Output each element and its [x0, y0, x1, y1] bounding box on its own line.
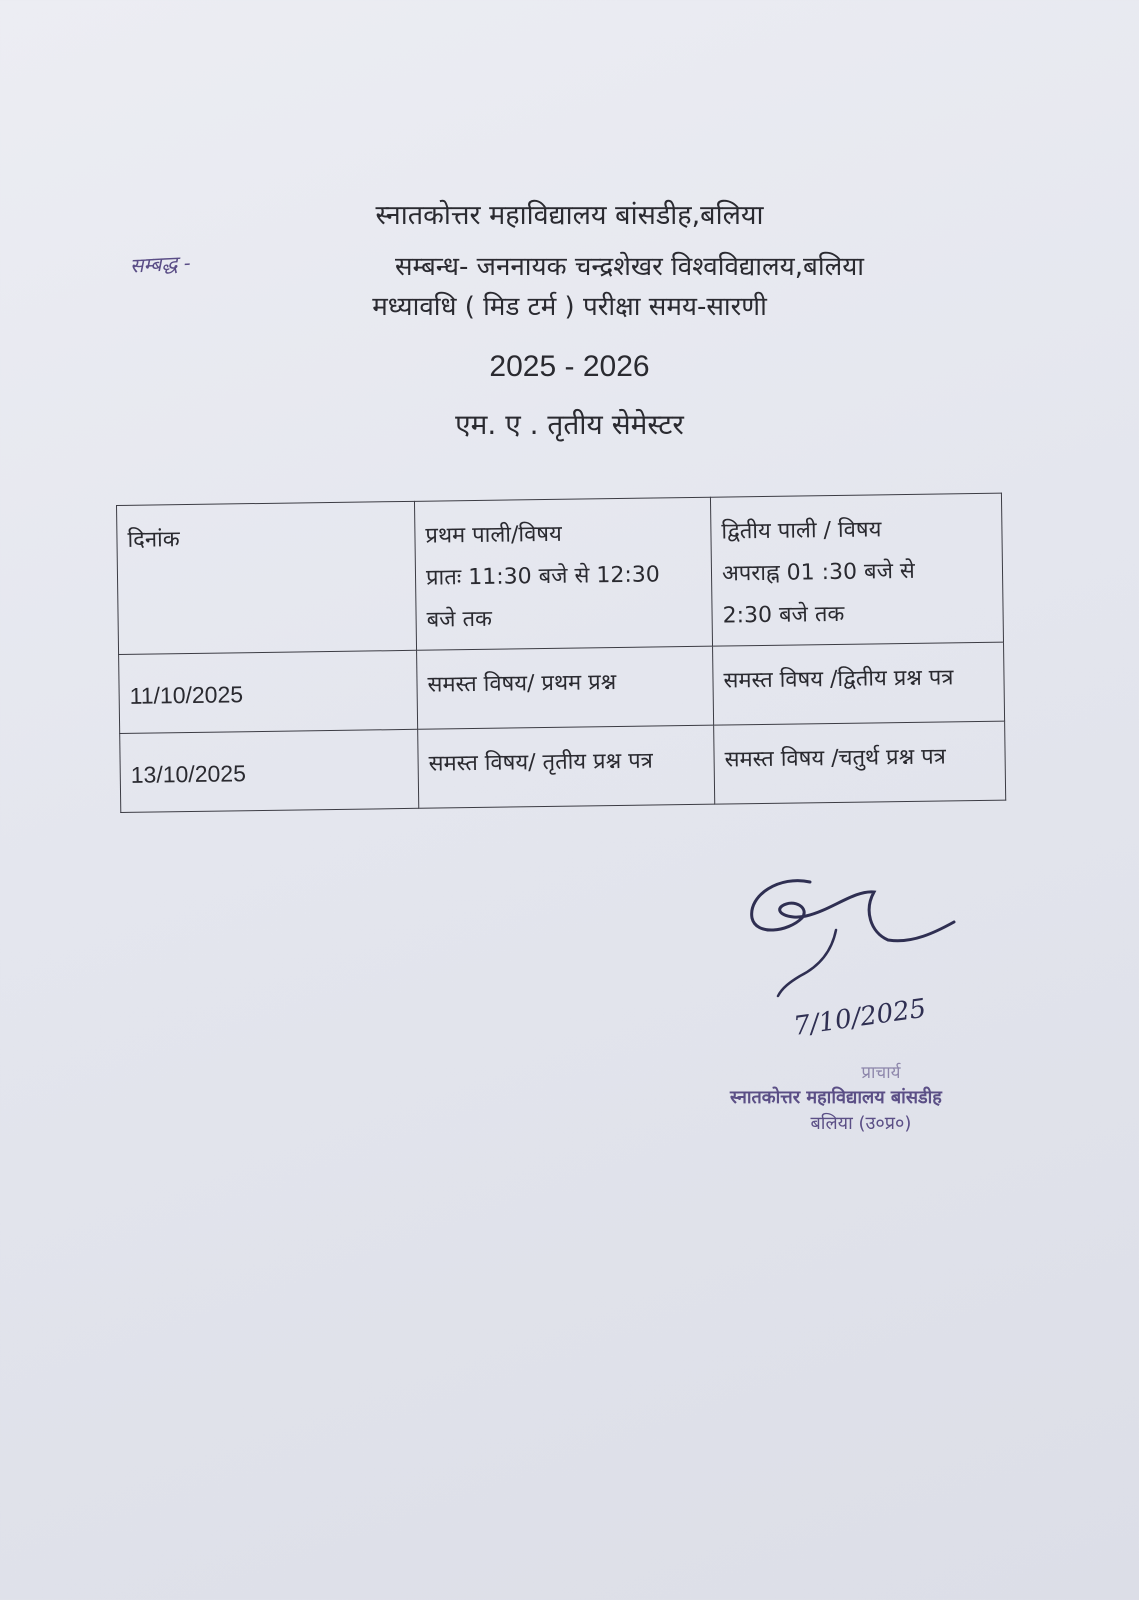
- semester-title: एम. ए . तृतीय सेमेस्टर: [455, 408, 684, 441]
- date-cell: 11/10/2025: [119, 650, 418, 733]
- table-row: [119, 642, 1005, 733]
- header-title: दिनांक: [127, 527, 180, 553]
- session-year: 2025 - 2026: [489, 350, 650, 383]
- stamp-location: बलिया (उ०प्र०): [810, 1113, 912, 1134]
- signature-date: 7/10/2025: [791, 993, 929, 1042]
- stamp-college: स्नातकोत्तर महाविद्यालय बांसडीह: [730, 1087, 942, 1108]
- header-title: प्रथम पाली/विषय: [425, 521, 562, 549]
- exam-schedule-table: [116, 493, 1006, 813]
- principal-signature: [740, 870, 980, 1050]
- college-title: स्नातकोत्तर महाविद्यालय बांसडीह,बलिया: [375, 200, 764, 231]
- official-stamp: [730, 1060, 942, 1135]
- header-title: द्वितीय पाली / विषय: [721, 517, 882, 545]
- exam-title: मध्यावधि ( मिड टर्म ) परीक्षा समय-सारणी: [372, 292, 767, 322]
- table-row: [120, 721, 1006, 812]
- date-cell: 13/10/2025: [120, 729, 419, 812]
- second-shift-cell: समस्त विषय /चतुर्थ प्रश्न पत्र: [714, 721, 1006, 804]
- header-cell-second-shift: [710, 493, 1003, 646]
- header-time: अपराह्न 01 :30 बजे से: [721, 558, 916, 587]
- stamp-designation: प्राचार्य: [861, 1063, 901, 1083]
- first-shift-cell: समस्त विषय/ तृतीय प्रश्न पत्र: [418, 725, 715, 808]
- header-cell-date: [117, 501, 417, 654]
- first-shift-cell: समस्त विषय/ प्रथम प्रश्न: [417, 646, 714, 729]
- handwritten-annotation: सम्बद्ध -: [129, 250, 192, 278]
- header-time: 2:30 बजे तक: [722, 601, 845, 629]
- header-time: प्रातः 11:30 बजे से 12:30: [425, 562, 660, 591]
- table-header-row: [117, 493, 1004, 654]
- affiliation-line: सम्बन्ध- जननायक चन्द्रशेखर विश्वविद्यालय,बलिया: [394, 252, 865, 282]
- header-cell-first-shift: [414, 497, 712, 650]
- second-shift-cell: समस्त विषय /द्वितीय प्रश्न पत्र: [713, 642, 1005, 725]
- header-time: बजे तक: [426, 606, 493, 633]
